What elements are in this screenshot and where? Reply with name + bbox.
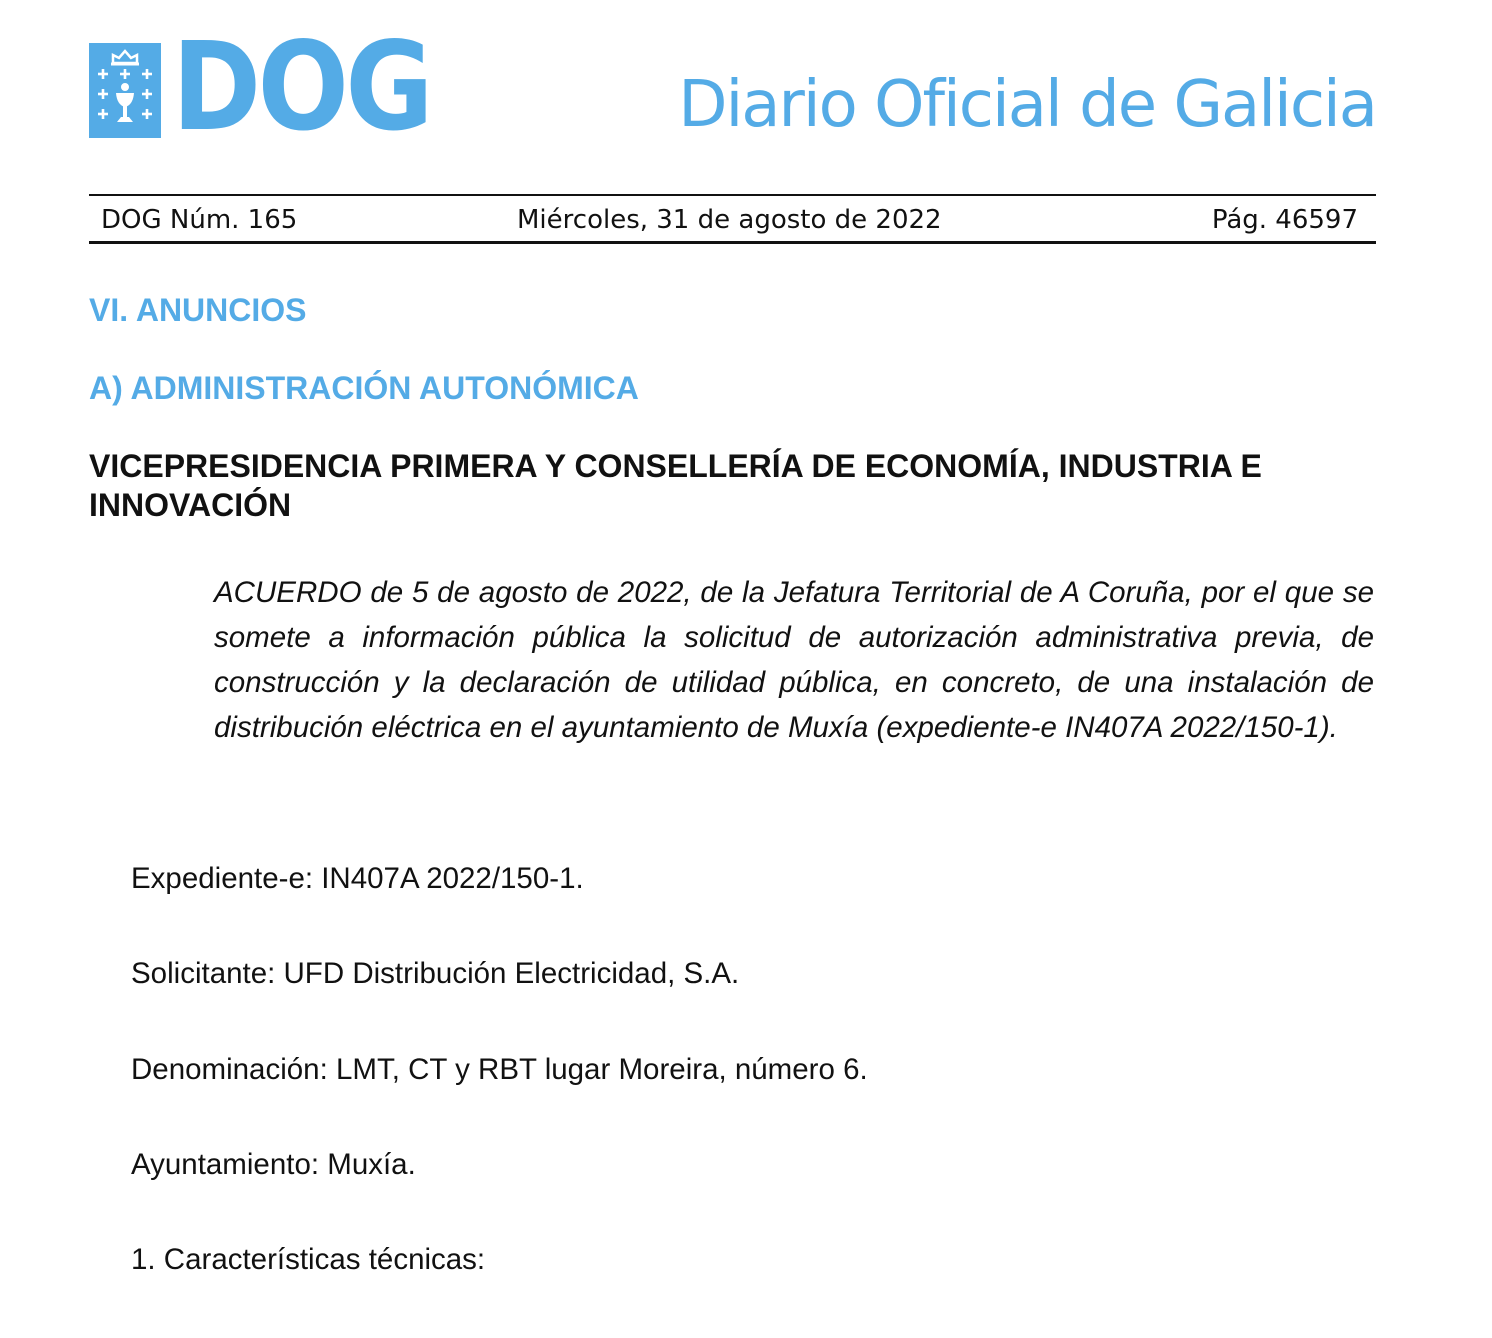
expediente-paragraph: Expediente-e: IN407A 2022/150-1. [131, 862, 584, 895]
solicitante-paragraph: Solicitante: UFD Distribución Electricidad, S.A. [131, 957, 740, 990]
section-heading: VI. ANUNCIOS [89, 292, 307, 328]
department-heading: VICEPRESIDENCIA PRIMERA Y CONSELLERÍA DE ECONOMÍA, INDUSTRIA E INNOVACIÓN [89, 448, 1262, 523]
galicia-coat-of-arms-icon [89, 43, 161, 138]
announcement-summary: ACUERDO de 5 de agosto de 2022, de la Jefatura Territorial de A Coruña, por el que se somete a información pública la solicitud de autorización administrativa previa, de construcción y la declaración de utilidad pública, en concreto, de una instalación de distribución eléctrica en el ayuntamiento de Muxía (expediente-e IN407A 2022/150-1). [214, 576, 1374, 744]
dog-logo: DOG [172, 16, 430, 158]
caracteristicas-heading: 1. Características técnicas: [131, 1243, 486, 1276]
issue-number: DOG Núm. 165 [101, 205, 298, 235]
subsection-heading: A) ADMINISTRACIÓN AUTONÓMICA [89, 370, 639, 406]
ayuntamiento-paragraph: Ayuntamiento: Muxía. [131, 1148, 416, 1181]
page-number: Pág. 46597 [1211, 205, 1358, 235]
publication-title: Diario Oficial de Galicia [678, 68, 1376, 142]
issue-date: Miércoles, 31 de agosto de 2022 [517, 205, 942, 235]
denominacion-paragraph: Denominación: LMT, CT y RBT lugar Moreira, número 6. [131, 1053, 868, 1086]
issue-header-bar [89, 194, 1376, 244]
